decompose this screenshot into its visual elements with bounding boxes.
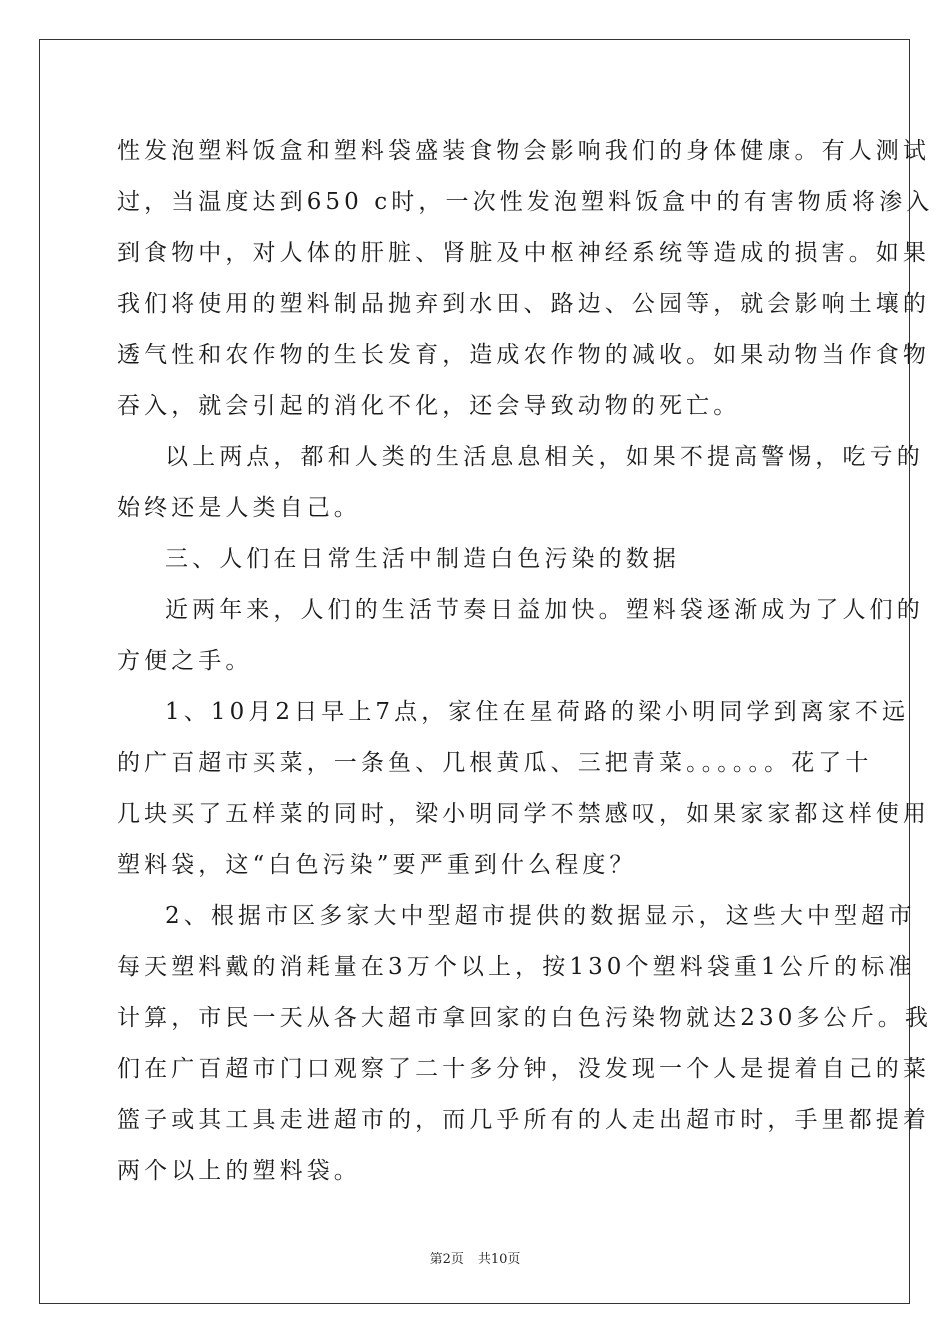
text-line: 计算，市民一天从各大超市拿回家的白色污染物就达230多公斤。我 — [117, 1005, 932, 1031]
page-footer — [0, 1248, 950, 1267]
text-line: 两个以上的塑料袋。 — [117, 1158, 361, 1184]
text-line: 到食物中，对人体的肝脏、肾脏及中枢神经系统等造成的损害。如果 — [117, 240, 930, 266]
text-line: 性发泡塑料饭盒和塑料袋盛装食物会影响我们的身体健康。有人测试 — [117, 138, 930, 164]
paragraph-item-2 — [117, 891, 932, 1197]
text-line: 近两年来，人们的生活节奏日益加快。塑料袋逐渐成为了人们的 — [165, 597, 924, 623]
text-line: 每天塑料戴的消耗量在3万个以上，按130个塑料袋重1公斤的标准 — [117, 954, 916, 980]
text-line: 1、10月2日早上7点，家住在星荷路的梁小明同学到离家不远 — [165, 699, 910, 725]
text-line: 塑料袋，这“白色污染”要严重到什么程度？ — [117, 852, 637, 878]
text-line: 方便之手。 — [117, 648, 253, 674]
section-heading — [117, 534, 837, 585]
text-line: 我们将使用的塑料制品抛弃到水田、路边、公园等，就会影响土壤的 — [117, 291, 930, 317]
text-line: 以上两点，都和人类的生活息息相关，如果不提高警惕，吃亏的 — [165, 444, 924, 470]
page-number: 第2页 — [429, 1252, 464, 1267]
text-line: 几块买了五样菜的同时，梁小明同学不禁感叹，如果家家都这样使用 — [117, 801, 930, 827]
text-line: 透气性和农作物的生长发育，造成农作物的减收。如果动物当作食物 — [117, 342, 930, 368]
text-line: 吞入，就会引起的消化不化，还会导致动物的死亡。 — [117, 393, 741, 419]
text-line: 过，当温度达到650 c时，一次性发泡塑料饭盒中的有害物质将渗入 — [117, 189, 934, 215]
paragraph-health-effects — [117, 126, 934, 432]
section-heading-text: 三、人们在日常生活中制造白色污染的数据 — [165, 546, 680, 572]
text-line: 的广百超市买菜，一条鱼、几根黄瓜、三把青菜。。。。。。花了十 — [117, 750, 873, 776]
paragraph-intro — [117, 585, 924, 687]
text-line: 始终还是人类自己。 — [117, 495, 361, 521]
document-body — [117, 126, 934, 1197]
text-line: 2、根据市区多家大中型超市提供的数据显示，这些大中型超市 — [165, 903, 916, 929]
page-total: 共10页 — [477, 1252, 521, 1267]
paragraph-summary — [117, 432, 924, 534]
text-line: 篮子或其工具走进超市的，而几乎所有的人走出超市时，手里都提着 — [117, 1107, 930, 1133]
paragraph-item-1 — [117, 687, 930, 891]
text-line: 们在广百超市门口观察了二十多分钟，没发现一个人是提着自己的菜 — [117, 1056, 930, 1082]
